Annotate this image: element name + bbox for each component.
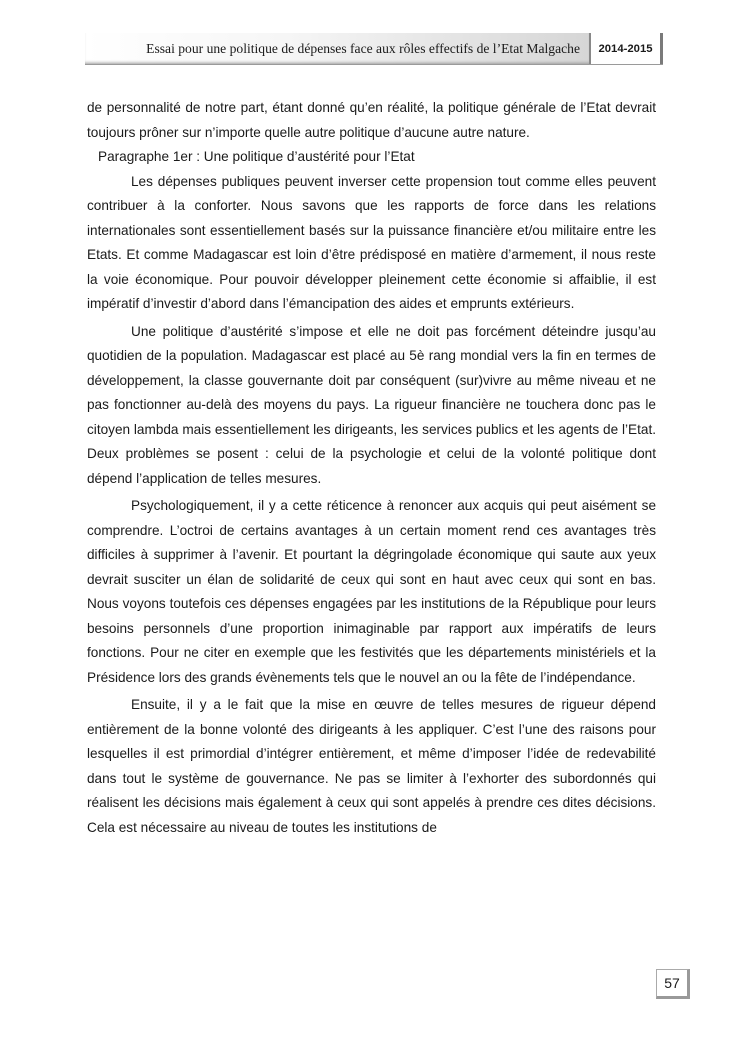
body-paragraph-4: Ensuite, il y a le fait que la mise en œuvre de telles mesures de rigueur dépend entièrement de la bonne volonté des dirigeants à les appliquer. C’est l’une des raisons pour lesquelles il est primordial d’intégrer entièrement, et même d’imposer l’idée de redevabilité dans tout le système de gouvernance. Ne pas se limiter à l’exhorter des subordonnés qui réalisent les décisions mais également à ceux qui sont appelés à prendre ces dites décisions. Cela est nécessaire au niveau de toutes les institutions de (87, 697, 656, 835)
document-body (87, 96, 656, 840)
body-paragraph-1: Les dépenses publiques peuvent inverser cette propension tout comme elles peuvent contribuer à la conforter. Nous savons que les rapports de force dans les relations internationales sont essentiellement basés sur la puissance financière et/ou militaire entre les Etats. Et comme Madagascar est loin d’être prédisposé en matière d’armement, il nous reste la voie économique. Pour pouvoir développer pleinement cette économie si affaiblie, il est impératif d’investir d’abord dans l’émancipation des aides et emprunts extérieurs. (87, 173, 656, 311)
header-title: Essai pour une politique de dépenses face aux rôles effectifs de l’Etat Malgache (85, 33, 589, 64)
body-paragraph-2: Une politique d’austérité s’impose et elle ne doit pas forcément déteindre jusqu’au quotidien de la population. Madagascar est placé au 5è rang mondial vers la fin en termes de développement, la classe gouvernante doit par conséquent (sur)vivre au même niveau et ne pas fonctionner au-delà des moyens du pays. La rigueur financière ne touchera donc pas le citoyen lambda mais essentiellement les dirigeants, les services publics et les agents de l’Etat. Deux problèmes se posent : celui de la psychologie et celui de la volonté politique dont dépend l’application de telles mesures. (87, 323, 656, 486)
page-header (85, 33, 663, 65)
page-number: 57 (656, 969, 690, 999)
body-paragraph-3: Psychologiquement, il y a cette réticence à renoncer aux acquis qui peut aisément se comprendre. L’octroi de certains avantages à un certain moment rend ces avantages très difficiles à supprimer à l’avenir. Et pourtant la dégringolade économique qui saute aux yeux devrait susciter un élan de solidarité de ceux qui sont en haut avec ceux qui sont en bas. Nous voyons toutefois ces dépenses engagées par les institutions de la République pour leurs besoins personnels d’une proportion inimaginable par rapport aux impératifs de leurs fonctions. Pour ne citer en exemple que les festivités que les départements ministériels et la Présidence lors des grands évènements tels que le nouvel an ou la fête de l’indépendance. (87, 498, 656, 685)
section-heading: Paragraphe 1er : Une politique d’austérité pour l’Etat (98, 149, 415, 164)
header-year: 2014-2015 (589, 33, 663, 64)
intro-paragraph: de personnalité de notre part, étant donné qu’en réalité, la politique générale de l’Etat devrait toujours prôner sur n’importe quelle autre politique d’aucune autre nature. (87, 100, 656, 140)
